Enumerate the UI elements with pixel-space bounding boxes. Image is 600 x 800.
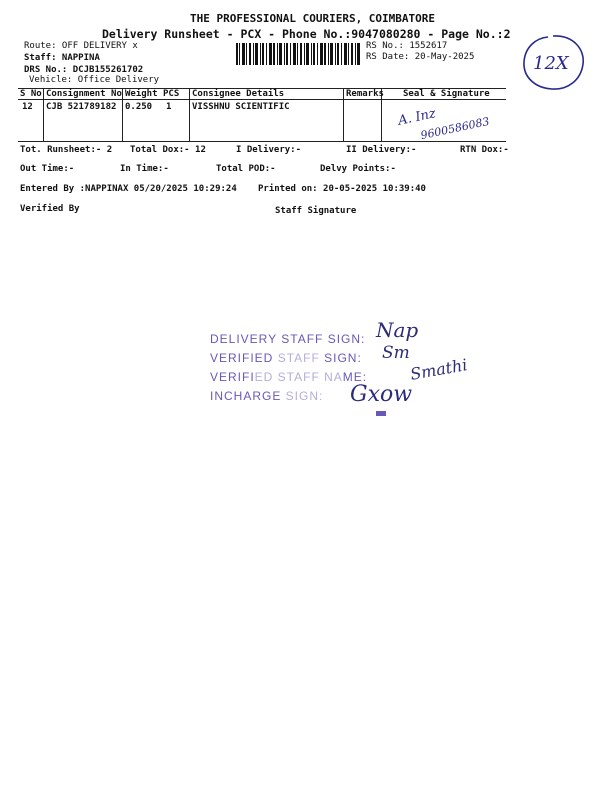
printed-on: Printed on: 20-05-2025 10:39:40 — [258, 184, 426, 194]
stamp-hand-incharge: Gxow — [350, 382, 413, 407]
col-sno: S No — [20, 89, 42, 99]
company-title: THE PROFESSIONAL COURIERS, COIMBATORE — [190, 12, 436, 25]
row-sno: 12 — [22, 102, 33, 112]
i-delivery: I Delivery:- — [236, 145, 302, 155]
circled-mark — [518, 32, 588, 94]
verified-by: Verified By — [20, 204, 80, 214]
stamp-hand-delivery: Nap — [376, 318, 419, 342]
col-consignment: Consignment No — [46, 89, 122, 99]
staff-label: Staff: NAPPINA — [24, 53, 100, 63]
tot-runsheet: Tot. Runsheet:- 2 — [20, 145, 113, 155]
delvy-points: Delvy Points:- — [320, 164, 396, 174]
rs-number: RS No.: 1552617 — [366, 41, 448, 51]
col-remarks: Remarks — [346, 89, 384, 99]
circled-mark-text: 12X — [533, 53, 569, 74]
staff-signature-label: Staff Signature — [275, 206, 357, 216]
stamp-hand-verified-sign: Sm — [382, 343, 410, 363]
row-pcs: 1 — [166, 102, 172, 112]
stamp-line-incharge-sign: INCHARGE SIGN: — [210, 389, 324, 403]
rtn-dox: RTN Dox:- — [460, 145, 509, 155]
row-consignment: CJB 521789182 — [46, 102, 117, 112]
row-consignee: VISSHNU SCIENTIFIC — [192, 102, 290, 112]
stamp-hand-name: Smathi — [408, 355, 469, 384]
col-pcs: PCS — [163, 89, 180, 99]
total-dox: Total Dox:- 12 — [130, 145, 206, 155]
route-label: Route: OFF DELIVERY x — [24, 41, 138, 51]
handwritten-phone: 9600586083 — [419, 114, 491, 143]
total-pod: Total POD:- — [216, 164, 276, 174]
runsheet-subtitle: Delivery Runsheet - PCX - Phone No.:9047080280 - Page No.:2 — [102, 27, 511, 41]
col-weight: Weight — [125, 89, 158, 99]
barcode — [236, 43, 360, 65]
ii-delivery: II Delivery:- — [346, 145, 417, 155]
entered-by: Entered By :NAPPINAX 05/20/2025 10:29:24 — [20, 184, 237, 194]
drs-number: DRS No.: DCJB155261702 — [24, 65, 144, 75]
stamp-mark — [376, 411, 386, 416]
out-time: Out Time:- — [20, 164, 75, 174]
handwritten-signature: A. Inz — [396, 106, 438, 129]
stamp-line-verified-staff-name: VERIFIED STAFF NAME: — [210, 370, 368, 384]
rs-date: RS Date: 20-May-2025 — [366, 52, 475, 62]
col-seal: Seal & Signature — [403, 89, 490, 99]
stamp-line-verified-staff-sign: VERIFIED STAFF SIGN: — [210, 351, 362, 365]
in-time: In Time:- — [120, 164, 169, 174]
col-consignee: Consignee Details — [192, 89, 285, 99]
vehicle-label: Vehicle: Office Delivery — [29, 75, 160, 85]
stamp-line-delivery-staff: DELIVERY STAFF SIGN: — [210, 332, 366, 346]
row-weight: 0.250 — [125, 102, 153, 112]
